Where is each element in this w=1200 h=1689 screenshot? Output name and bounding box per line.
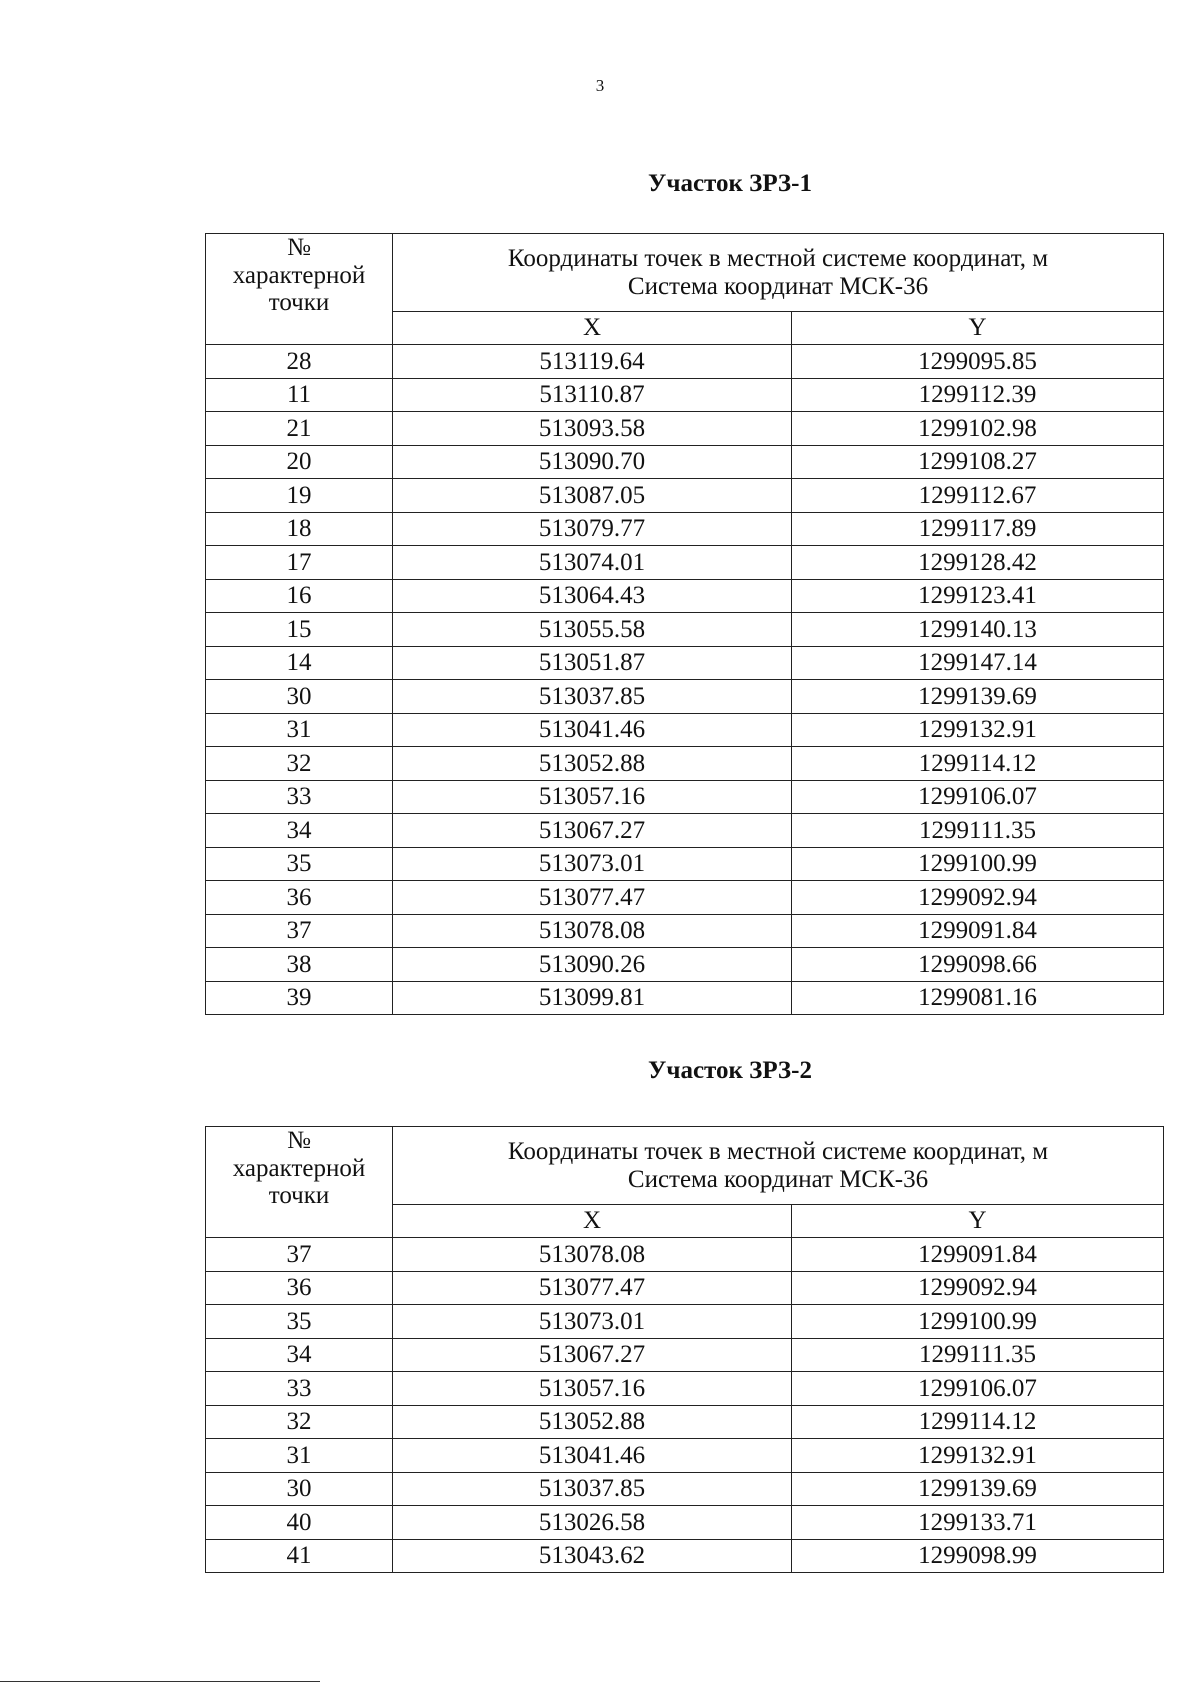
table-row [206,646,1164,680]
x-coordinate-cell: 513079.77 [393,512,792,546]
y-column-header: Y [792,1205,1164,1238]
y-coordinate-cell: 1299091.84 [792,1238,1164,1272]
header-line: Система координат МСК-36 [627,1165,929,1193]
x-coordinate-cell: 513078.08 [393,914,792,948]
x-coordinate-cell: 513073.01 [393,1305,792,1339]
table-row [206,613,1164,647]
y-coordinate-cell: 1299100.99 [792,847,1164,881]
point-number-cell: 36 [206,881,393,915]
x-coordinate-cell: 513099.81 [393,981,792,1015]
header-line: Система координат МСК-36 [627,272,929,300]
y-coordinate-cell: 1299139.69 [792,680,1164,714]
x-coordinate-cell: 513041.46 [393,713,792,747]
x-column-header: X [393,1205,792,1238]
y-coordinate-cell: 1299147.14 [792,646,1164,680]
table-row [206,1271,1164,1305]
y-coordinate-cell: 1299095.85 [792,345,1164,379]
x-coordinate-cell: 513093.58 [393,412,792,446]
header-line: точки [268,1182,330,1209]
coordinates-table [205,1126,1164,1573]
header-line: № [287,234,311,261]
table-row [206,780,1164,814]
y-coordinate-cell: 1299098.99 [792,1539,1164,1573]
y-coordinate-cell: 1299081.16 [792,981,1164,1015]
section-title: Участок ЗРЗ-2 [648,1057,812,1084]
x-coordinate-cell: 513052.88 [393,1405,792,1439]
y-coordinate-cell: 1299098.66 [792,948,1164,982]
point-number-cell: 31 [206,713,393,747]
table-row [206,981,1164,1015]
table-row [206,914,1164,948]
point-number-cell: 35 [206,847,393,881]
point-number-cell: 39 [206,981,393,1015]
x-coordinate-cell: 513074.01 [393,546,792,580]
x-coordinate-cell: 513090.70 [393,445,792,479]
x-coordinate-cell: 513041.46 [393,1439,792,1473]
x-coordinate-cell: 513043.62 [393,1539,792,1573]
point-number-cell: 41 [206,1539,393,1573]
y-coordinate-cell: 1299108.27 [792,445,1164,479]
point-number-cell: 30 [206,1472,393,1506]
table-row [206,1238,1164,1272]
x-coordinate-cell: 513037.85 [393,1472,792,1506]
x-coordinate-cell: 513037.85 [393,680,792,714]
y-coordinate-cell: 1299117.89 [792,512,1164,546]
x-coordinate-cell: 513077.47 [393,1271,792,1305]
table-row [206,479,1164,513]
table-row [206,579,1164,613]
footer-divider [0,1681,320,1682]
point-number-cell: 37 [206,1238,393,1272]
y-coordinate-cell: 1299128.42 [792,546,1164,580]
x-coordinate-cell: 513026.58 [393,1506,792,1540]
y-coordinate-cell: 1299102.98 [792,412,1164,446]
y-coordinate-cell: 1299133.71 [792,1506,1164,1540]
x-coordinate-cell: 513057.16 [393,780,792,814]
x-coordinate-cell: 513110.87 [393,378,792,412]
y-coordinate-cell: 1299114.12 [792,747,1164,781]
y-coordinate-cell: 1299100.99 [792,1305,1164,1339]
x-coordinate-cell: 513077.47 [393,881,792,915]
x-coordinate-cell: 513087.05 [393,479,792,513]
table-row [206,847,1164,881]
table-row [206,1372,1164,1406]
table-row [206,445,1164,479]
point-number-cell: 33 [206,1372,393,1406]
point-number-cell: 38 [206,948,393,982]
table-row [206,948,1164,982]
point-number-cell: 32 [206,1405,393,1439]
header-line: Координаты точек в местной системе координат, м [507,245,1049,272]
header-line: Координаты точек в местной системе координат, м [507,1138,1049,1165]
table-row [206,345,1164,379]
table-row [206,1472,1164,1506]
x-coordinate-cell: 513055.58 [393,613,792,647]
point-number-cell: 30 [206,680,393,714]
point-number-cell: 21 [206,412,393,446]
table-row [206,1405,1164,1439]
table-row [206,546,1164,580]
point-number-cell: 33 [206,780,393,814]
point-number-cell: 31 [206,1439,393,1473]
x-coordinate-cell: 513064.43 [393,579,792,613]
table-row [206,1539,1164,1573]
y-coordinate-cell: 1299111.35 [792,1338,1164,1372]
header-line: № [287,1127,311,1154]
header-line: характерной [232,1154,366,1182]
table-row [206,1506,1164,1540]
point-number-cell: 18 [206,512,393,546]
y-coordinate-cell: 1299092.94 [792,881,1164,915]
x-coordinate-cell: 513090.26 [393,948,792,982]
table-row [206,713,1164,747]
point-number-cell: 11 [206,378,393,412]
page-number: 3 [595,76,605,95]
y-coordinate-cell: 1299114.12 [792,1405,1164,1439]
table-row [206,1338,1164,1372]
coordinates-table [205,233,1164,1015]
y-coordinate-cell: 1299132.91 [792,1439,1164,1473]
x-column-header: X [393,312,792,345]
y-coordinate-cell: 1299132.91 [792,713,1164,747]
point-number-cell: 34 [206,814,393,848]
x-coordinate-cell: 513057.16 [393,1372,792,1406]
y-coordinate-cell: 1299091.84 [792,914,1164,948]
y-column-header: Y [792,312,1164,345]
table-row [206,747,1164,781]
point-number-cell: 16 [206,579,393,613]
section-title: Участок ЗРЗ-1 [648,170,812,197]
point-number-cell: 15 [206,613,393,647]
header-line: характерной [232,261,366,289]
point-number-cell: 40 [206,1506,393,1540]
point-number-cell: 36 [206,1271,393,1305]
y-coordinate-cell: 1299112.67 [792,479,1164,513]
point-number-cell: 14 [206,646,393,680]
x-coordinate-cell: 513073.01 [393,847,792,881]
y-coordinate-cell: 1299106.07 [792,1372,1164,1406]
point-number-cell: 34 [206,1338,393,1372]
x-coordinate-cell: 513119.64 [393,345,792,379]
point-number-cell: 17 [206,546,393,580]
table-row [206,378,1164,412]
y-coordinate-cell: 1299111.35 [792,814,1164,848]
y-coordinate-cell: 1299106.07 [792,780,1164,814]
table-row [206,1305,1164,1339]
point-number-cell: 28 [206,345,393,379]
y-coordinate-cell: 1299092.94 [792,1271,1164,1305]
y-coordinate-cell: 1299112.39 [792,378,1164,412]
header-line: точки [268,289,330,316]
table-row [206,680,1164,714]
table-row [206,881,1164,915]
point-number-cell: 20 [206,445,393,479]
x-coordinate-cell: 513067.27 [393,814,792,848]
table-row [206,1439,1164,1473]
x-coordinate-cell: 513051.87 [393,646,792,680]
point-number-cell: 32 [206,747,393,781]
y-coordinate-cell: 1299140.13 [792,613,1164,647]
y-coordinate-cell: 1299123.41 [792,579,1164,613]
point-number-cell: 37 [206,914,393,948]
table-row [206,412,1164,446]
x-coordinate-cell: 513067.27 [393,1338,792,1372]
table-row [206,814,1164,848]
point-number-cell: 35 [206,1305,393,1339]
table-row [206,512,1164,546]
x-coordinate-cell: 513052.88 [393,747,792,781]
y-coordinate-cell: 1299139.69 [792,1472,1164,1506]
coordinates-header [393,234,1164,312]
point-number-cell: 19 [206,479,393,513]
point-number-header [206,1127,393,1238]
point-number-header [206,234,393,345]
coordinates-header [393,1127,1164,1205]
x-coordinate-cell: 513078.08 [393,1238,792,1272]
